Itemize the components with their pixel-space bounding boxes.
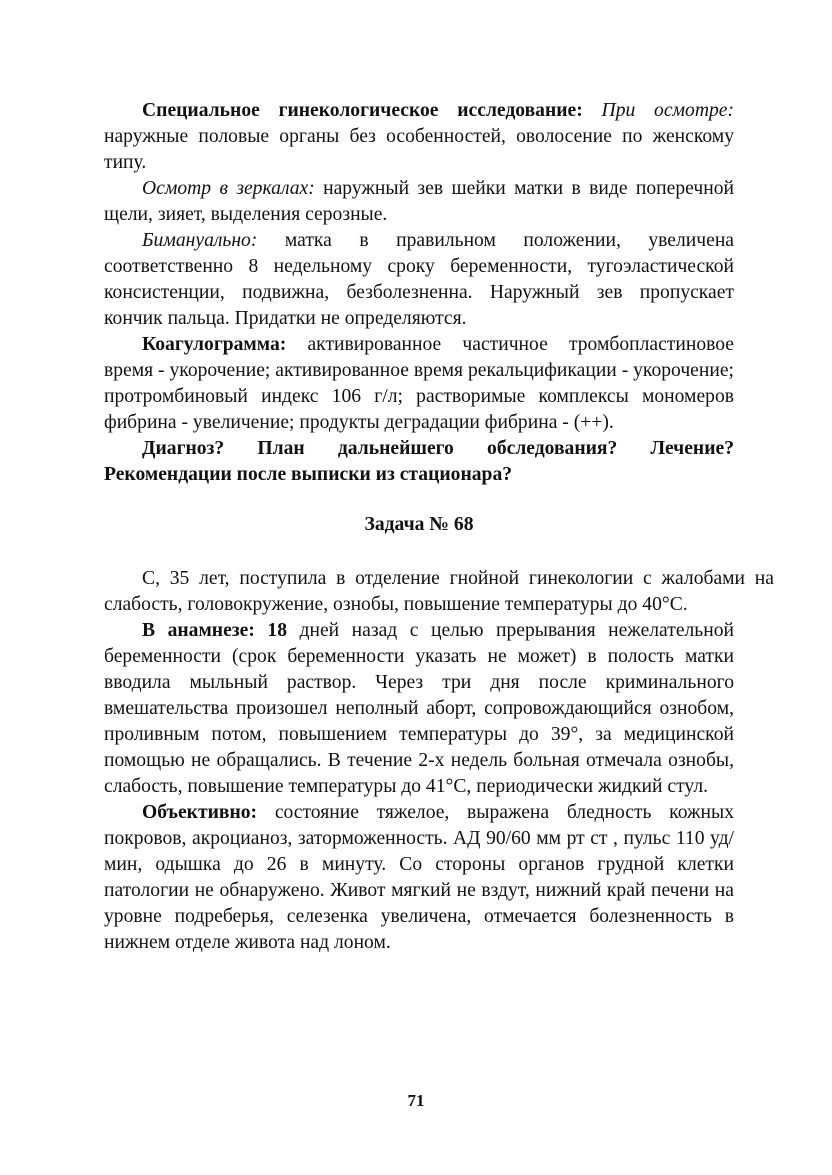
anamnesis-label: В анамнезе: [142,620,255,641]
questions-paragraph: Диагноз? План дальнейшего обследования? Лечение? Рекомендации после выписки из стационара? [104,438,734,485]
task-title: Задача № 68 [364,514,474,535]
objective-label: Объективно: [142,802,258,823]
bimanual-label: Бимануально: [142,230,258,251]
page-body [104,98,774,956]
speculum-text: наружный зев шейки матки в виде поперечной щели, зияет, выделения серозные. [104,178,734,225]
speculum-paragraph [104,176,734,228]
page-number: 71 [407,1091,425,1110]
coagulogram-paragraph [104,332,734,436]
coagulogram-label: Коагулограмма: [142,334,287,355]
inspection-text: наружные половые органы без особенностей, оволосение по женскому типу. [104,126,734,173]
special-exam-paragraph [104,98,734,176]
bimanual-paragraph [104,228,734,332]
inspection-label: При осмотре: [601,100,735,121]
complaints-paragraph: С, 35 лет, поступила в отделение гнойной гинекологии с жалобами на слабость, головокружение, ознобы, повышение температуры до 40°С. [104,568,774,615]
bimanual-text: матка в правильном положении, увеличена соответственно 8 недельному сроку беременности, тугоэластической консистенции, подвижна, безболезненна. Наружный зев пропускает кончик пальца. Придатки не определяются. [104,230,734,329]
anamnesis-days: 18 [267,620,287,641]
special-exam-heading: Специальное гинекологическое исследование: [142,100,583,121]
anamnesis-text: дней назад с целью прерывания нежелательной беременности (срок беременности указать не может) в полость матки вводила мыльный раствор. Через три дня после криминального вмешательства произошел неполный аборт, сопровождающийся ознобом, проливным потом, повышением температуры до 39°, за медицинской помощью не обращались. В течение 2-х недель больная отмечала ознобы, слабость, повышение температуры до 41°С, периодически жидкий стул. [104,620,734,797]
anamnesis-paragraph [104,618,734,800]
objective-text: состояние тяжелое, выражена бледность кожных покровов, акроцианоз, заторможенность. АД 90/60 мм рт ст , пульс 110 уд/мин, одышка до 26 в минуту. Со стороны органов грудной клетки патологии не обнаружено. Живот мягкий не вздут, нижний край печени на уровне подреберья, селезенка увеличена, отмечается болезненность в нижнем отделе живота над лоном. [104,802,734,953]
coagulogram-text: активированное частичное тромбопластиновое время - укорочение; активированное время рекальцификации - укорочение; протромбиновый индекс 106 г/л; растворимые комплексы мономеров фибрина - увеличение; продукты деградации фибрина - (++). [104,334,734,433]
speculum-label: Осмотр в зеркалах: [142,178,315,199]
objective-paragraph [104,800,734,956]
